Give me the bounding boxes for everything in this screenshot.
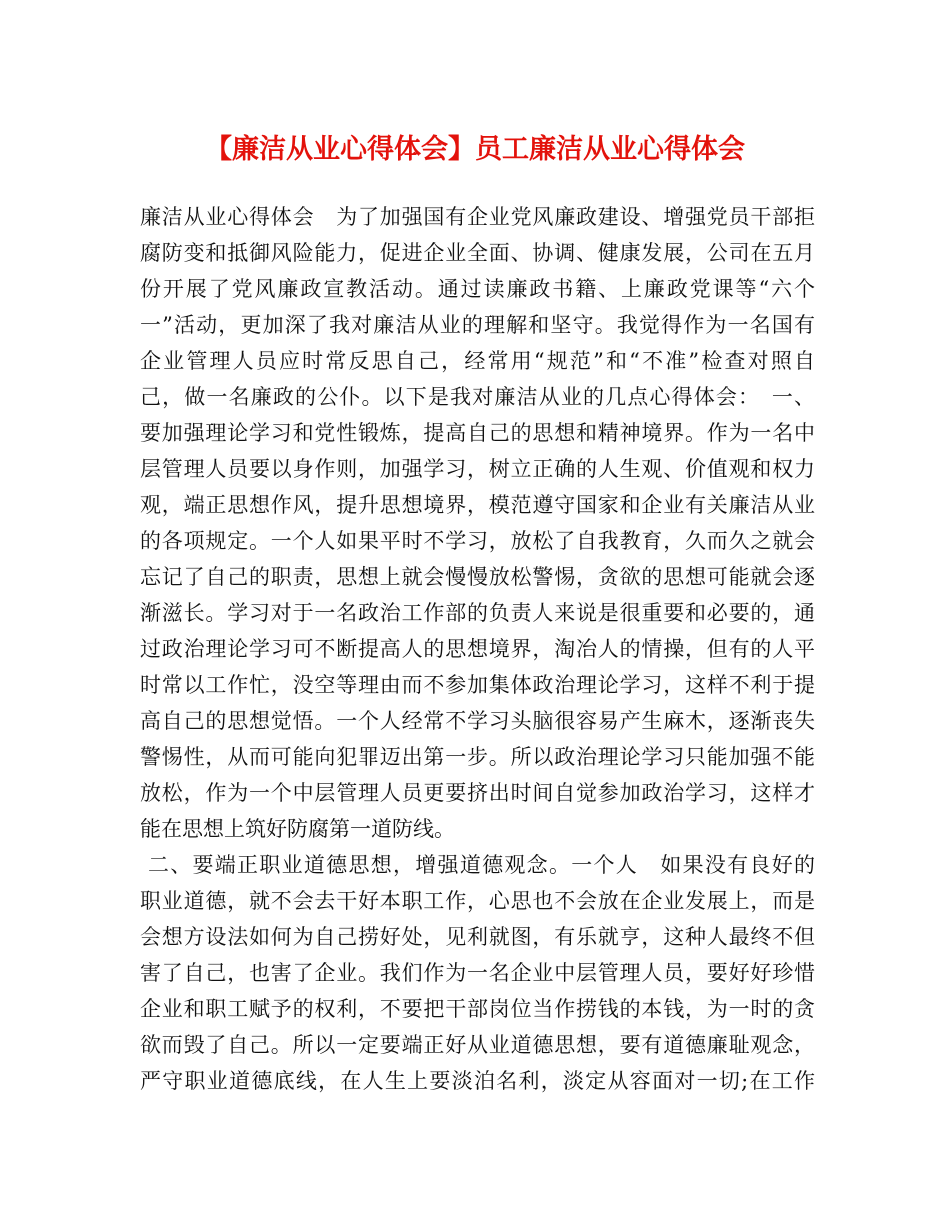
- body-line: 会想方设法如何为自己捞好处，见利就图，有乐就亨，这种人最终不但: [140, 925, 815, 949]
- body-line: 放松，作为一个中层管理人员更要挤出时间自觉参加政治学习，这样才: [140, 781, 815, 805]
- body-line: 二、要端正职业道德思想，增强道德观念。一个人 如果没有良好的: [140, 853, 815, 877]
- body-line: 观，端正思想作风，提升思想境界，模范遵守国家和企业有关廉洁从业: [140, 493, 815, 517]
- body-line: 高自己的思想觉悟。一个人经常不学习头脑很容易产生麻木，逐渐丧失: [140, 709, 815, 733]
- body-line: 层管理人员要以身作则，加强学习，树立正确的人生观、价值观和权力: [140, 457, 815, 481]
- body-line: 欲而毁了自己。所以一定要端正好从业道德思想，要有道德廉耻观念，: [140, 1033, 815, 1057]
- body-line: 过政治理论学习可不断提高人的思想境界，淘冶人的情操，但有的人平: [140, 637, 815, 661]
- body-line: 己，做一名廉政的公仆。以下是我对廉洁从业的几点心得体会： 一、: [140, 385, 815, 409]
- body-line: 职业道德，就不会去干好本职工作，心思也不会放在企业发展上，而是: [140, 889, 815, 913]
- document-body: [140, 199, 815, 1099]
- body-line: 警惕性，从而可能向犯罪迈出第一步。所以政治理论学习只能加强不能: [140, 745, 815, 769]
- document-title: 【廉洁从业心得体会】员工廉洁从业心得体会: [205, 134, 745, 165]
- body-line: 严守职业道德底线，在人生上要淡泊名利，淡定从容面对一切;在工作: [140, 1069, 815, 1093]
- body-line: 的各项规定。一个人如果平时不学习，放松了自我教育，久而久之就会: [140, 529, 815, 553]
- body-line: 忘记了自己的职责，思想上就会慢慢放松警惕，贪欲的思想可能就会逐: [140, 565, 815, 589]
- body-line: 时常以工作忙，没空等理由而不参加集体政治理论学习，这样不利于提: [140, 673, 815, 697]
- body-line: 企业管理人员应时常反思自己，经常用“规范”和“不准”检查对照自: [140, 349, 815, 373]
- body-line: 腐防变和抵御风险能力，促进企业全面、协调、健康发展，公司在五月: [140, 241, 815, 265]
- body-line: 要加强理论学习和党性锻炼，提高自己的思想和精神境界。作为一名中: [140, 421, 815, 445]
- body-line: 份开展了党风廉政宣教活动。通过读廉政书籍、上廉政党课等“六个: [140, 277, 815, 301]
- body-line: 渐滋长。学习对于一名政治工作部的负责人来说是很重要和必要的，通: [140, 601, 815, 625]
- body-line: 能在思想上筑好防腐第一道防线。: [140, 817, 455, 841]
- body-line: 一”活动，更加深了我对廉洁从业的理解和坚守。我觉得作为一名国有: [140, 313, 815, 337]
- body-line: 廉洁从业心得体会 为了加强国有企业党风廉政建设、增强党员干部拒: [140, 205, 815, 229]
- body-line: 企业和职工赋予的权利，不要把干部岗位当作捞钱的本钱，为一时的贪: [140, 997, 815, 1021]
- body-line: 害了自己，也害了企业。我们作为一名企业中层管理人员，要好好珍惜: [140, 961, 815, 985]
